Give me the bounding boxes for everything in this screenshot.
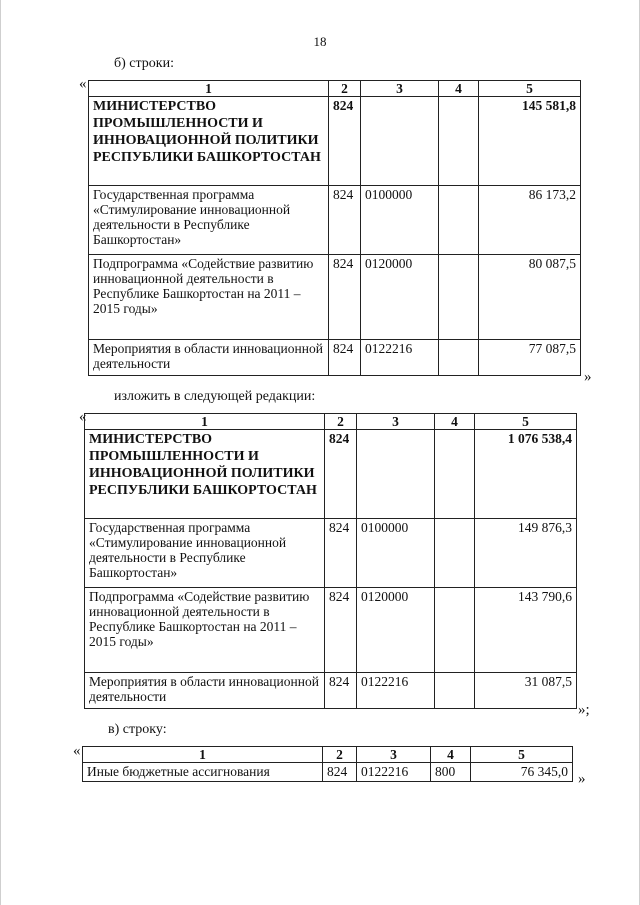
header-col-3: 3 (357, 414, 435, 430)
row-c5: 86 173,2 (479, 186, 581, 255)
table-row (89, 340, 581, 376)
row-c4 (435, 430, 475, 519)
table-row (89, 186, 581, 255)
open-quote: « (79, 76, 87, 92)
page-number: 18 (313, 34, 327, 49)
row-c2: 824 (329, 186, 361, 255)
header-col-2: 2 (329, 81, 361, 97)
row-name: МИНИСТЕРСТВО ПРОМЫШЛЕННОСТИ И ИННОВАЦИОННОЙ ПОЛИТИКИ РЕСПУБЛИКИ БАШКОРТОСТАН (85, 430, 325, 519)
table-row (83, 763, 573, 782)
table-header-row (89, 81, 581, 97)
close-quote: » (578, 771, 586, 787)
close-quote-semicolon: »; (578, 702, 590, 718)
row-c5: 149 876,3 (475, 519, 577, 588)
row-c2: 824 (325, 519, 357, 588)
row-name: Подпрограмма «Содействие развитию инновационной деятельности в Республике Башкортостан на 2011 – 2015 годы» (85, 588, 325, 673)
open-quote: « (79, 409, 87, 425)
row-c4: 800 (431, 763, 471, 782)
close-quote: » (584, 369, 592, 385)
header-col-4: 4 (439, 81, 479, 97)
table-row (85, 519, 577, 588)
replace-caption: изложить в следующей редакции: (114, 389, 316, 404)
row-c3: 0120000 (361, 255, 439, 340)
header-col-4: 4 (435, 414, 475, 430)
header-col-1: 1 (83, 747, 323, 763)
table-header-row (83, 747, 573, 763)
table-row (89, 97, 581, 186)
row-c3: 0120000 (357, 588, 435, 673)
row-c4 (439, 186, 479, 255)
row-c5: 1 076 538,4 (475, 430, 577, 519)
row-c2: 824 (329, 255, 361, 340)
scan-left-edge (0, 0, 1, 905)
header-col-4: 4 (431, 747, 471, 763)
row-c3: 0122216 (357, 763, 431, 782)
row-name: Государственная программа «Стимулирование инновационной деятельности в Республике Башкортостан» (89, 186, 329, 255)
header-col-2: 2 (323, 747, 357, 763)
header-col-5: 5 (479, 81, 581, 97)
row-name: Подпрограмма «Содействие развитию инновационной деятельности в Республике Башкортостан на 2011 – 2015 годы» (89, 255, 329, 340)
row-c3 (361, 97, 439, 186)
section-b-caption: б) строки: (114, 56, 174, 71)
row-c4 (439, 255, 479, 340)
row-c3 (357, 430, 435, 519)
header-col-5: 5 (475, 414, 577, 430)
row-name: Мероприятия в области инновационной деятельности (89, 340, 329, 376)
row-c5: 145 581,8 (479, 97, 581, 186)
header-col-3: 3 (357, 747, 431, 763)
row-name: Государственная программа «Стимулирование инновационной деятельности в Республике Башкортостан» (85, 519, 325, 588)
row-c2: 824 (325, 673, 357, 709)
row-c2: 824 (325, 588, 357, 673)
header-col-1: 1 (85, 414, 325, 430)
row-c5: 77 087,5 (479, 340, 581, 376)
header-col-1: 1 (89, 81, 329, 97)
row-c2: 824 (329, 340, 361, 376)
header-col-5: 5 (471, 747, 573, 763)
table-row (89, 255, 581, 340)
row-c4 (435, 673, 475, 709)
row-name: МИНИСТЕРСТВО ПРОМЫШЛЕННОСТИ И ИННОВАЦИОННОЙ ПОЛИТИКИ РЕСПУБЛИКИ БАШКОРТОСТАН (89, 97, 329, 186)
row-name: Мероприятия в области инновационной деятельности (85, 673, 325, 709)
section-v-caption: в) строку: (108, 722, 167, 737)
table-row (85, 430, 577, 519)
row-c4 (435, 588, 475, 673)
row-c2: 824 (325, 430, 357, 519)
open-quote: « (73, 743, 81, 759)
row-c3: 0100000 (361, 186, 439, 255)
table-old (88, 80, 581, 376)
row-c4 (439, 97, 479, 186)
table-v (82, 746, 573, 782)
row-c5: 76 345,0 (471, 763, 573, 782)
table-row (85, 673, 577, 709)
row-name: Иные бюджетные ассигнования (83, 763, 323, 782)
row-c5: 31 087,5 (475, 673, 577, 709)
header-col-2: 2 (325, 414, 357, 430)
row-c3: 0122216 (357, 673, 435, 709)
row-c3: 0100000 (357, 519, 435, 588)
row-c5: 143 790,6 (475, 588, 577, 673)
row-c4 (435, 519, 475, 588)
row-c4 (439, 340, 479, 376)
row-c2: 824 (329, 97, 361, 186)
table-header-row (85, 414, 577, 430)
table-new (84, 413, 577, 709)
row-c3: 0122216 (361, 340, 439, 376)
row-c5: 80 087,5 (479, 255, 581, 340)
row-c2: 824 (323, 763, 357, 782)
table-row (85, 588, 577, 673)
header-col-3: 3 (361, 81, 439, 97)
